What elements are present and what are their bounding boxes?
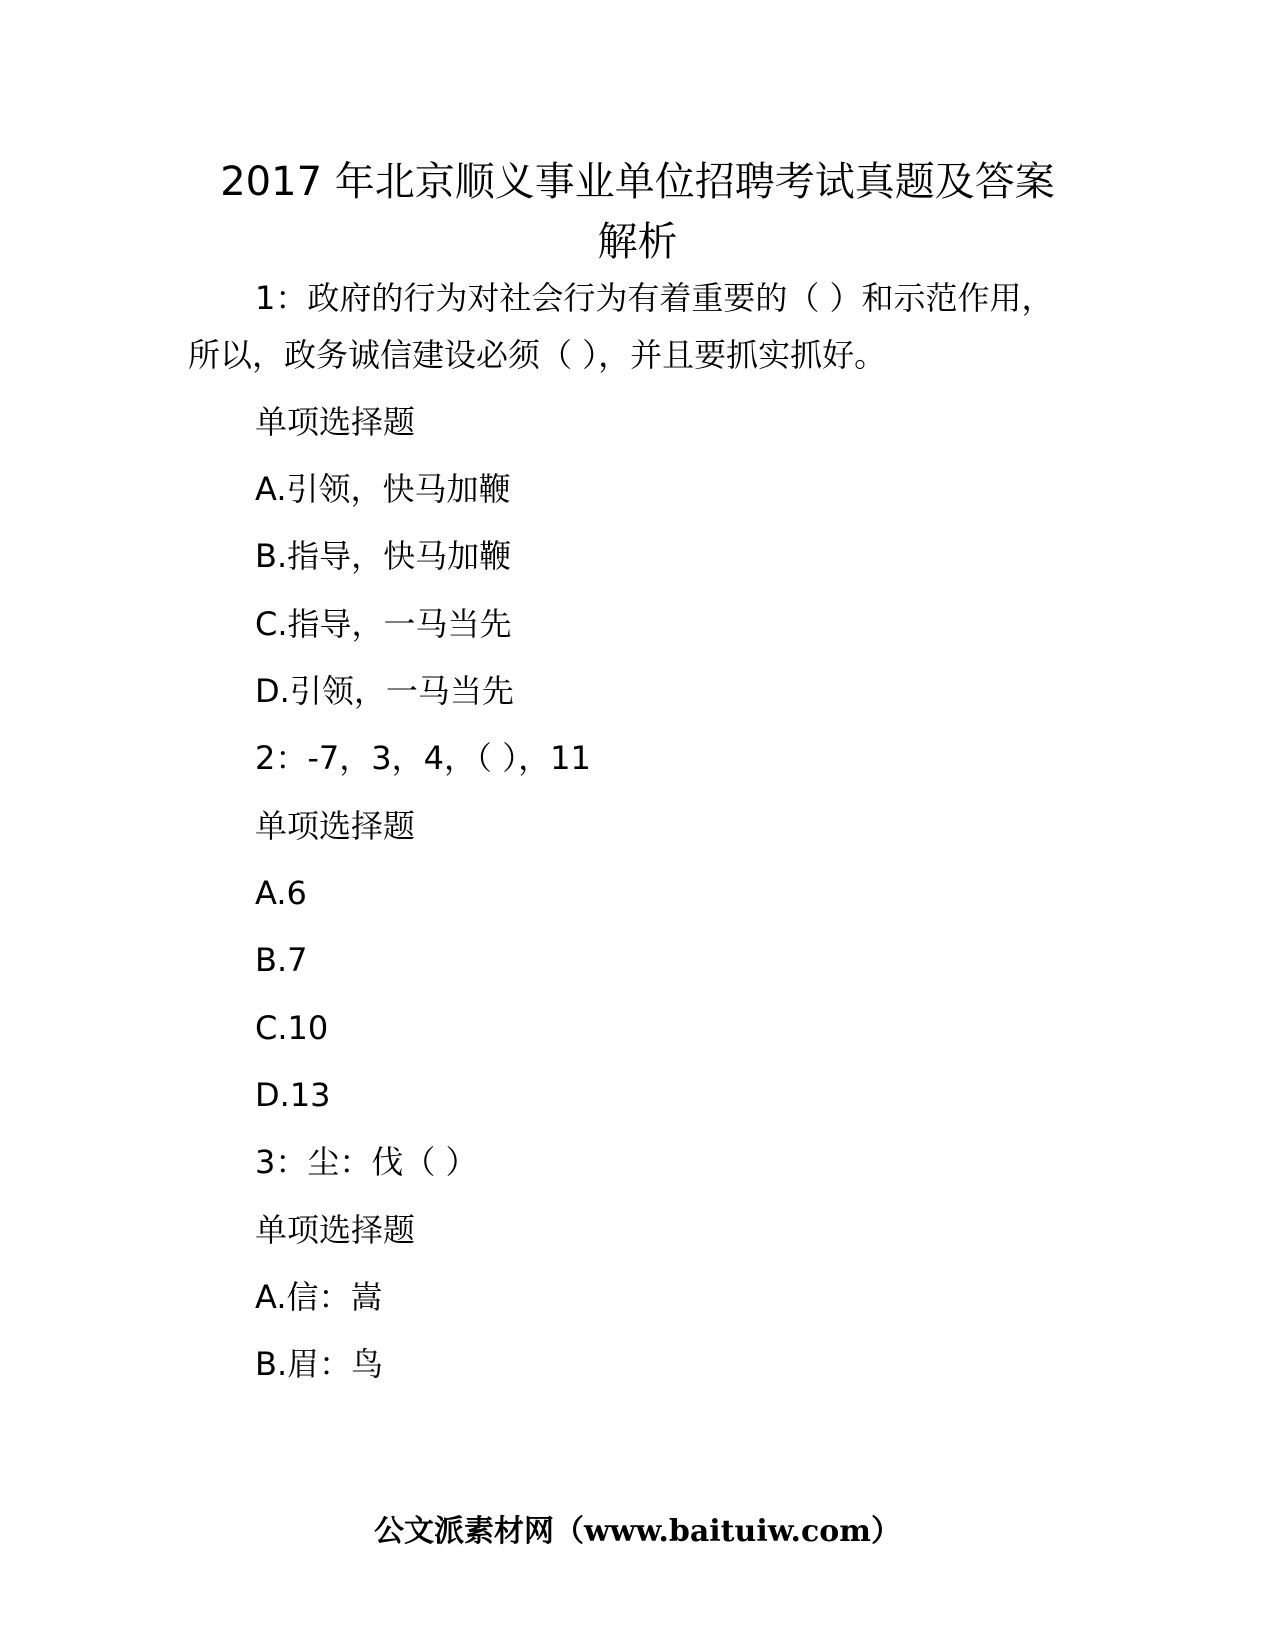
question-3-type: 单项选择题 [255,1211,416,1249]
question-1-stem-line-2: 所以，政务诚信建设必须（ ），并且要抓实抓好。 [188,336,887,374]
question-1-stem-line-1: 1：政府的行为对社会行为有着重要的（ ）和示范作用， [255,279,1054,317]
question-2-option-a: A.6 [255,874,307,912]
title-line-1: 2017 年北京顺义事业单位招聘考试真题及答案 [220,159,1055,205]
footer-source: 公文派素材网（www.baituiw.com） [373,1514,902,1549]
title-line-2: 解析 [597,219,678,265]
question-3-option-a: A.信：嵩 [255,1278,383,1316]
question-1-option-d: D.引领，一马当先 [255,672,514,710]
question-2-option-d: D.13 [255,1076,331,1114]
question-1-option-a: A.引领，快马加鞭 [255,470,511,508]
question-3-option-b: B.眉：鸟 [255,1345,384,1383]
question-1-option-b: B.指导，快马加鞭 [255,537,512,575]
question-2-option-c: C.10 [255,1009,329,1047]
question-3-stem: 3：尘：伐（ ） [255,1143,478,1181]
question-2-type: 单项选择题 [255,807,416,845]
question-1-option-c: C.指导，一马当先 [255,605,512,643]
question-2-stem: 2：-7，3，4，（ ），11 [255,739,591,777]
document-title [180,152,1095,272]
question-1-type: 单项选择题 [255,403,416,441]
question-2-option-b: B.7 [255,941,308,979]
